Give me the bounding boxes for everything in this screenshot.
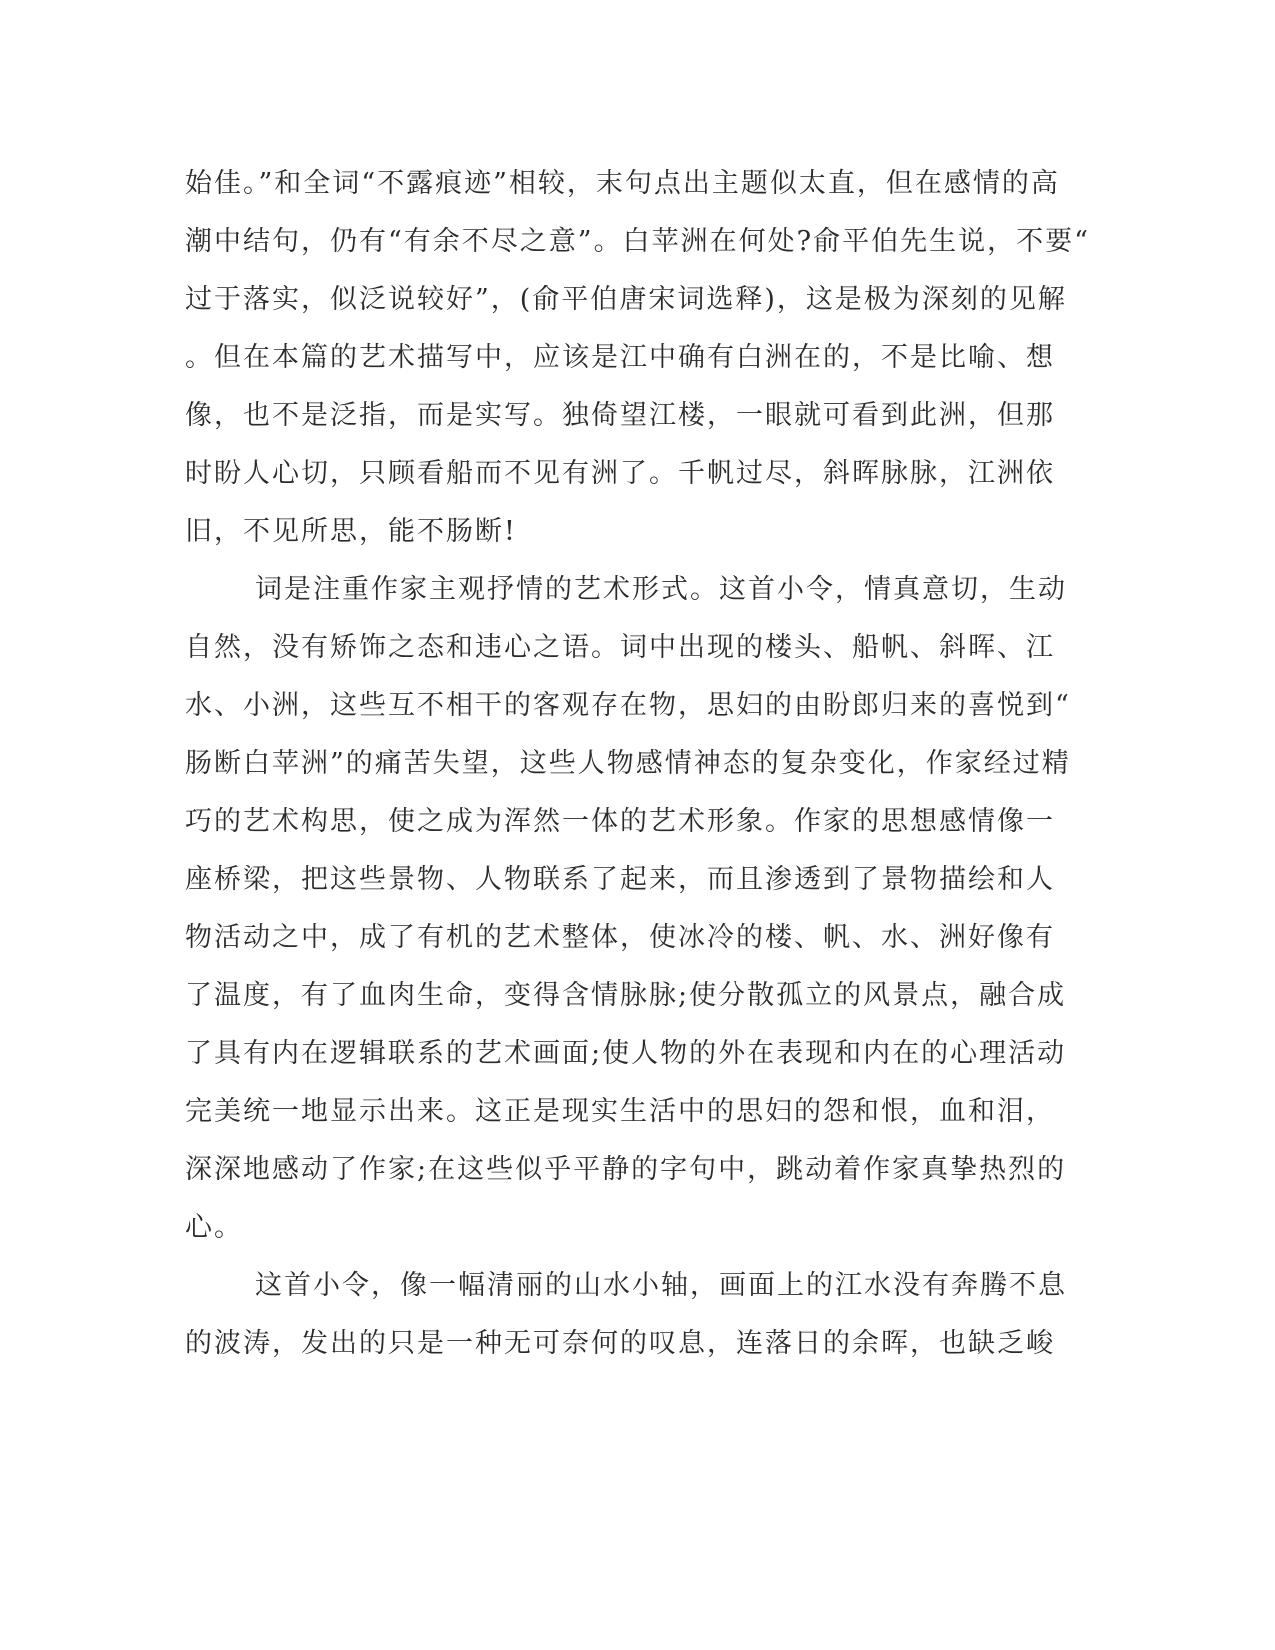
- text-line: 时盼人心切，只顾看船而不见有洲了。千帆过尽，斜晖脉脉，江洲依: [185, 458, 1055, 489]
- body-text: [185, 155, 1090, 1373]
- text-line: 始佳。”和全词“不露痕迹”相较，末句点出主题似太直，但在感情的高: [185, 168, 1060, 199]
- text-line: 座桥梁，把这些景物、人物联系了起来，而且渗透到了景物描绘和人: [185, 864, 1055, 895]
- text-line: 了具有内在逻辑联系的艺术画面;使人物的外在表现和内在的心理活动: [185, 1038, 1067, 1069]
- text-line: 潮中结句，仍有“有余不尽之意”。白苹洲在何处?俞平伯先生说，不要“: [185, 226, 1090, 257]
- text-line: 的波涛，发出的只是一种无可奈何的叹息，连落日的余晖，也缺乏峻: [185, 1328, 1055, 1359]
- text-line: 了温度，有了血肉生命，变得含情脉脉;使分散孤立的风景点，融合成: [185, 980, 1067, 1011]
- text-line: 像，也不是泛指，而是实写。独倚望江楼，一眼就可看到此洲，但那: [185, 400, 1055, 431]
- paragraph-start-line: 这首小令，像一幅清丽的山水小轴，画面上的江水没有奔腾不息: [255, 1270, 1067, 1301]
- text-line: 旧，不见所思，能不肠断!: [185, 516, 517, 547]
- text-line: 心。: [185, 1212, 243, 1243]
- text-line: 自然，没有矫饰之态和违心之语。词中出现的楼头、船帆、斜晖、江: [185, 632, 1055, 663]
- text-line: 物活动之中，成了有机的艺术整体，使冰冷的楼、帆、水、洲好像有: [185, 922, 1055, 953]
- text-line: 过于落实，似泛说较好”，(俞平伯唐宋词选释)，这是极为深刻的见解: [185, 284, 1067, 315]
- text-line: 肠断白苹洲”的痛苦失望，这些人物感情神态的复杂变化，作家经过精: [185, 748, 1071, 779]
- text-line: 巧的艺术构思，使之成为浑然一体的艺术形象。作家的思想感情像一: [185, 806, 1055, 837]
- paragraph-start-line: 词是注重作家主观抒情的艺术形式。这首小令，情真意切，生动: [255, 574, 1067, 605]
- text-line: 深深地感动了作家;在这些似乎平静的字句中，跳动着作家真挚热烈的: [185, 1154, 1067, 1185]
- text-line: 水、小洲，这些互不相干的客观存在物，思妇的由盼郎归来的喜悦到“: [185, 690, 1071, 721]
- text-line: 。但在本篇的艺术描写中，应该是江中确有白洲在的，不是比喻、想: [185, 342, 1055, 373]
- text-line: 完美统一地显示出来。这正是现实生活中的思妇的怨和恨，血和泪，: [185, 1096, 1055, 1127]
